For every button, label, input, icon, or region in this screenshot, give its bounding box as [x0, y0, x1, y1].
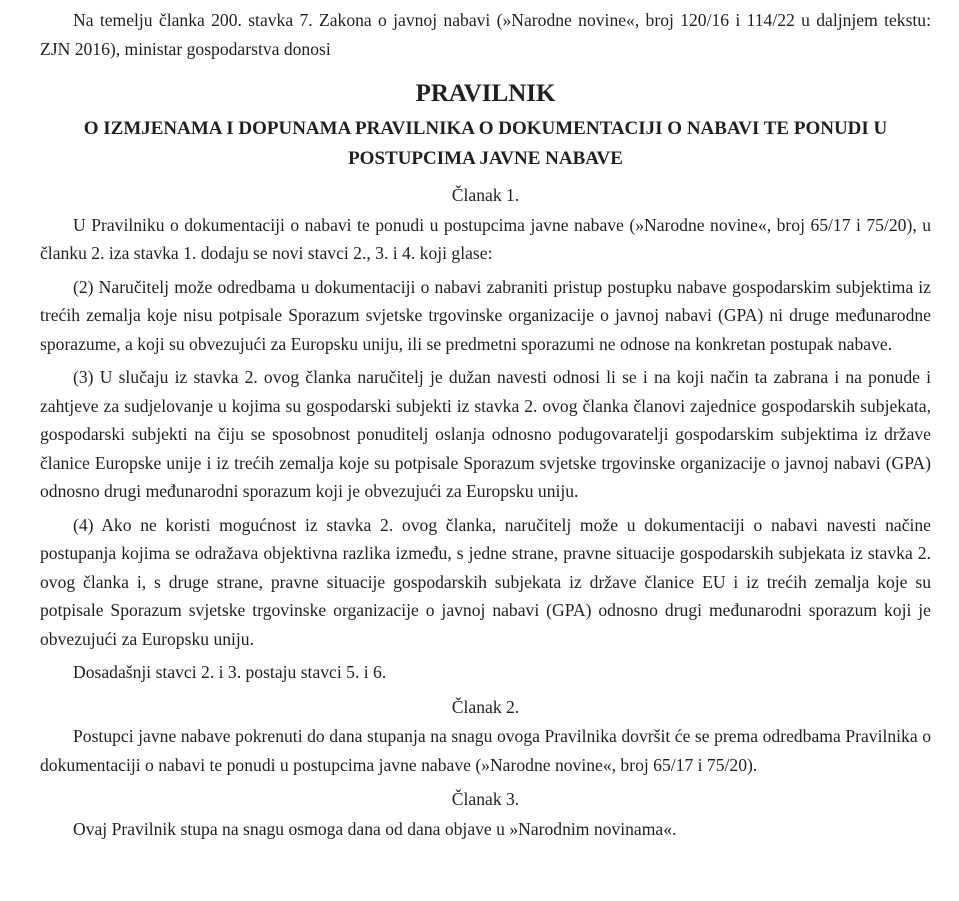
article-paragraph: Dosadašnji stavci 2. i 3. postaju stavci 5. i 6.: [73, 662, 387, 682]
article-3: [40, 785, 931, 843]
article-heading: Članak 3.: [451, 789, 520, 809]
document-title: PRAVILNIK: [415, 80, 556, 107]
article-heading: Članak 2.: [451, 696, 520, 717]
article-heading: Članak 1.: [451, 185, 520, 205]
intro-paragraph: Na temelju članka 200. stavka 7. Zakona o javnoj nabavi (»Narodne novine«, broj 120/16 i 114/22 u daljnjem tekstu: ZJN 2016), ministar gospodarstva donosi: [40, 10, 931, 59]
article-paragraph: (3) U slučaju iz stavka 2. ovog članka naručitelj je dužan navesti odnosi li se i na koji način ta zabrana i na ponude i zahtjeve za sudjelovanje u kojima su gospodarski subjekti iz stavka 2. ovog članka članovi zajednice gospodarskih subjekata, gospodarski subjekti na čiju se sposobnost ponuditelj oslanja odnosno podugovaratelji gospodarskim subjektima iz države članice Europske unije i iz trećih zemalja koje su potpisale Sporazum svjetske trgovinske organizacije o javnoj nabavi (GPA) odnosno drugi međunarodni sporazum koji je obvezujući za Europsku uniju.: [40, 367, 931, 501]
article-2: [40, 693, 931, 780]
article-paragraph: (2) Naručitelj može odredbama u dokumentaciji o nabavi zabraniti pristup postupku nabave gospodarskim subjektima iz trećih zemalja koje nisu potpisale Sporazum svjetske trgovinske organizacije o javnoj nabavi (GPA) ni druge međunarodne sporazume, a koji su obvezujući za Europsku uniju, ili se predmetni sporazumi ne odnose na konkretan postupak nabave.: [40, 276, 931, 354]
article-paragraph: Ovaj Pravilnik stupa na snagu osmoga dana od dana objave u »Narodnim novinama«.: [73, 818, 677, 839]
article-paragraph: Postupci javne nabave pokrenuti do dana stupanja na snagu ovoga Pravilnika dovršit će se prema odredbama Pravilnika o dokumentaciji o nabavi te ponudi u postupcima javne nabave (»Narodne novine«, broj 65/17 i 75/20).: [40, 726, 931, 775]
document-subtitle: O IZMJENAMA I DOPUNAMA PRAVILNIKA O DOKUMENTACIJI O NABAVI TE PONUDI U POSTUPCIMA JAVNE NABAVE: [83, 118, 888, 169]
article-paragraph: (4) Ako ne koristi mogućnost iz stavka 2. ovog članka, naručitelj može u dokumentaciji o nabavi navesti načine postupanja kojima se odražava objektivna razlika između, s jedne strane, pravne situacije gospodarskih subjekata iz stavka 2. ovog članka i, s druge strane, pravne situacije gospodarskih subjekata iz države članice EU i iz trećih zemalja koje su potpisale Sporazum svjetske trgovinske organizacije o javnoj nabavi (GPA) odnosno drugi međunarodni sporazum koji je obvezujući za Europsku uniju.: [40, 514, 931, 649]
article-paragraph: U Pravilniku o dokumentaciji o nabavi te ponudi u postupcima javne nabave (»Narodne novine«, broj 65/17 i 75/20), u članku 2. iza stavka 1. dodaju se novi stavci 2., 3. i 4. koji glase:: [40, 214, 931, 263]
article-1: [40, 181, 931, 687]
